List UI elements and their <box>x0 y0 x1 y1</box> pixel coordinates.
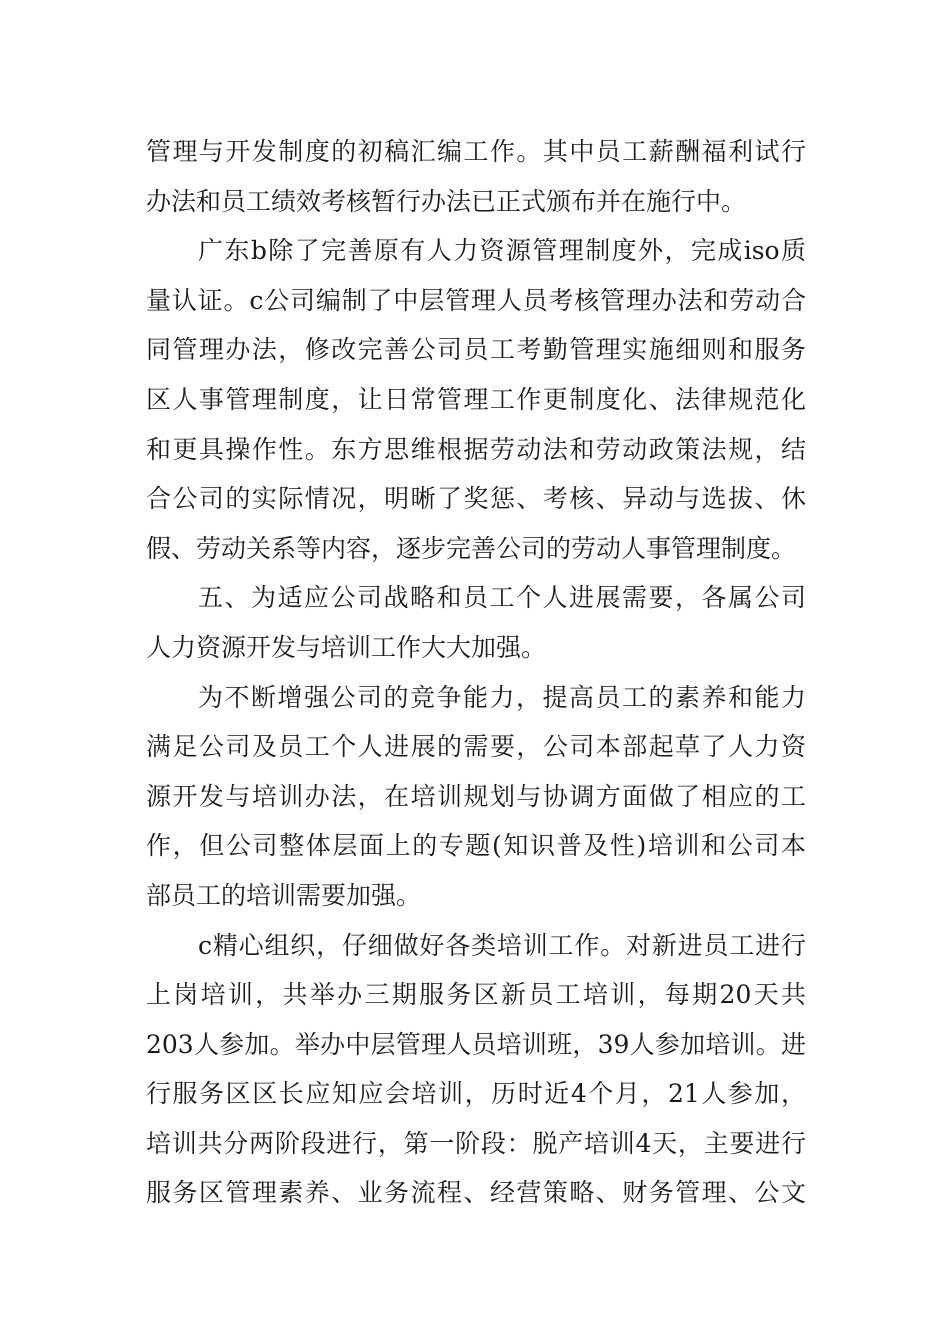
text-line: 上岗培训，共举办三期服务区新员工培训，每期20天共 <box>146 980 806 1010</box>
text-line: 部员工的培训需要加强。 <box>146 880 422 910</box>
text-line: 源开发与培训办法，在培训规划与协调方面做了相应的工 <box>146 781 806 811</box>
text-line: 管理与开发制度的初稿汇编工作。其中员工薪酬福利试行 <box>146 137 806 166</box>
text-line: 办法和员工绩效考核暂行办法已正式颁布并在施行中。 <box>146 186 747 216</box>
text-line: 为不断增强公司的竞争能力，提高员工的素养和能力 <box>198 682 806 712</box>
text-line: 同管理办法，修改完善公司员工考勤管理实施细则和服务 <box>146 335 806 365</box>
text-line: 广东b除了完善原有人力资源管理制度外，完成iso质 <box>198 236 806 266</box>
text-line: 满足公司及员工个人进展的需要，公司本部起草了人力资 <box>146 732 806 762</box>
text-line: c精心组织，仔细做好各类培训工作。对新进员工进行 <box>198 930 806 960</box>
text-line: 作，但公司整体层面上的专题(知识普及性)培训和公司本 <box>146 831 806 861</box>
paragraph-guangdong <box>146 226 806 573</box>
text-line: 人力资源开发与培训工作大大加强。 <box>146 632 547 662</box>
text-line: 量认证。c公司编制了中层管理人员考核管理办法和劳动合 <box>146 285 806 315</box>
paragraph-training <box>146 921 806 1219</box>
text-line: 培训共分两阶段进行，第一阶段：脱产培训4天，主要进行 <box>146 1128 806 1158</box>
text-line: 区人事管理制度，让日常管理工作更制度化、法律规范化 <box>146 384 806 414</box>
text-line: 假、劳动关系等内容，逐步完善公司的劳动人事管理制度。 <box>146 533 797 563</box>
paragraph-continuation <box>146 127 806 226</box>
text-line: 和更具操作性。东方思维根据劳动法和劳动政策法规，结 <box>146 434 806 464</box>
paragraph-section-five <box>146 573 806 672</box>
text-line: 合公司的实际情况，明晰了奖惩、考核、异动与选拔、休 <box>146 484 806 514</box>
text-line: 行服务区区长应知应会培训，历时近4个月，21人参加， <box>146 1079 806 1109</box>
body-text <box>146 127 806 1218</box>
text-line: 服务区管理素养、业务流程、经营策略、财务管理、公文 <box>146 1178 806 1208</box>
text-line: 203人参加。举办中层管理人员培训班，39人参加培训。进 <box>146 1029 806 1059</box>
paragraph-competitiveness <box>146 673 806 921</box>
text-line: 五、为适应公司战略和员工个人进展需要，各属公司 <box>198 583 806 613</box>
